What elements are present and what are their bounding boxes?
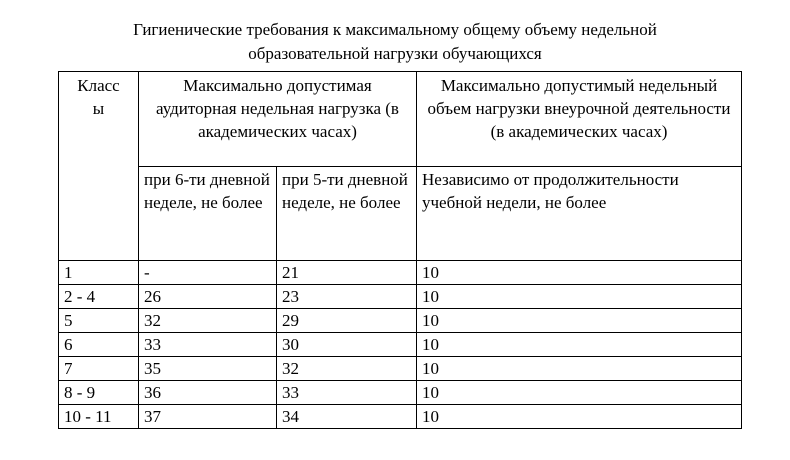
five-day-cell: 30 [277,333,417,357]
six-day-cell: 37 [139,405,277,429]
extracurricular-cell: 10 [417,285,742,309]
extracurricular-cell: 10 [417,405,742,429]
five-day-cell: 33 [277,381,417,405]
extracurricular-cell: 10 [417,261,742,285]
header-class [59,72,139,261]
title-line-1: Гигиенические требования к максимальному общему объему недельной [133,20,657,39]
header-six-day-week: при 6-ти дневной неделе, не более [139,167,277,261]
extracurricular-cell: 10 [417,309,742,333]
six-day-cell: 33 [139,333,277,357]
table-row [59,285,742,309]
table-header-row [59,72,742,167]
five-day-cell: 23 [277,285,417,309]
title-line-2: образовательной нагрузки обучающихся [248,44,542,63]
five-day-cell: 34 [277,405,417,429]
table-row [59,309,742,333]
six-day-cell: 35 [139,357,277,381]
grade-cell: 5 [59,309,139,333]
six-day-cell: 26 [139,285,277,309]
five-day-cell: 29 [277,309,417,333]
five-day-cell: 32 [277,357,417,381]
document-title [0,18,790,66]
grade-cell: 8 - 9 [59,381,139,405]
grade-cell: 6 [59,333,139,357]
table-row [59,405,742,429]
header-extracurricular-load: Максимально допустимый недельный объем нагрузки внеурочной деятельности (в академических часах) [417,72,742,167]
header-classroom-load: Максимально допустимая аудиторная недельная нагрузка (в академических часах) [139,72,417,167]
header-five-day-week: при 5-ти дневной неделе, не более [277,167,417,261]
five-day-cell: 21 [277,261,417,285]
table-row [59,357,742,381]
six-day-cell: - [139,261,277,285]
extracurricular-cell: 10 [417,357,742,381]
grade-cell: 2 - 4 [59,285,139,309]
grade-cell: 10 - 11 [59,405,139,429]
six-day-cell: 36 [139,381,277,405]
grade-cell: 1 [59,261,139,285]
header-class-line-2: ы [92,99,105,118]
load-requirements-table [58,71,742,429]
grade-cell: 7 [59,357,139,381]
header-class-line-1: Класс [77,76,120,95]
extracurricular-cell: 10 [417,333,742,357]
table-subheader-row [59,167,742,261]
table-row [59,381,742,405]
header-any-week: Независимо от продолжительности учебной недели, не более [417,167,742,261]
extracurricular-cell: 10 [417,381,742,405]
six-day-cell: 32 [139,309,277,333]
table-row [59,333,742,357]
table-row [59,261,742,285]
